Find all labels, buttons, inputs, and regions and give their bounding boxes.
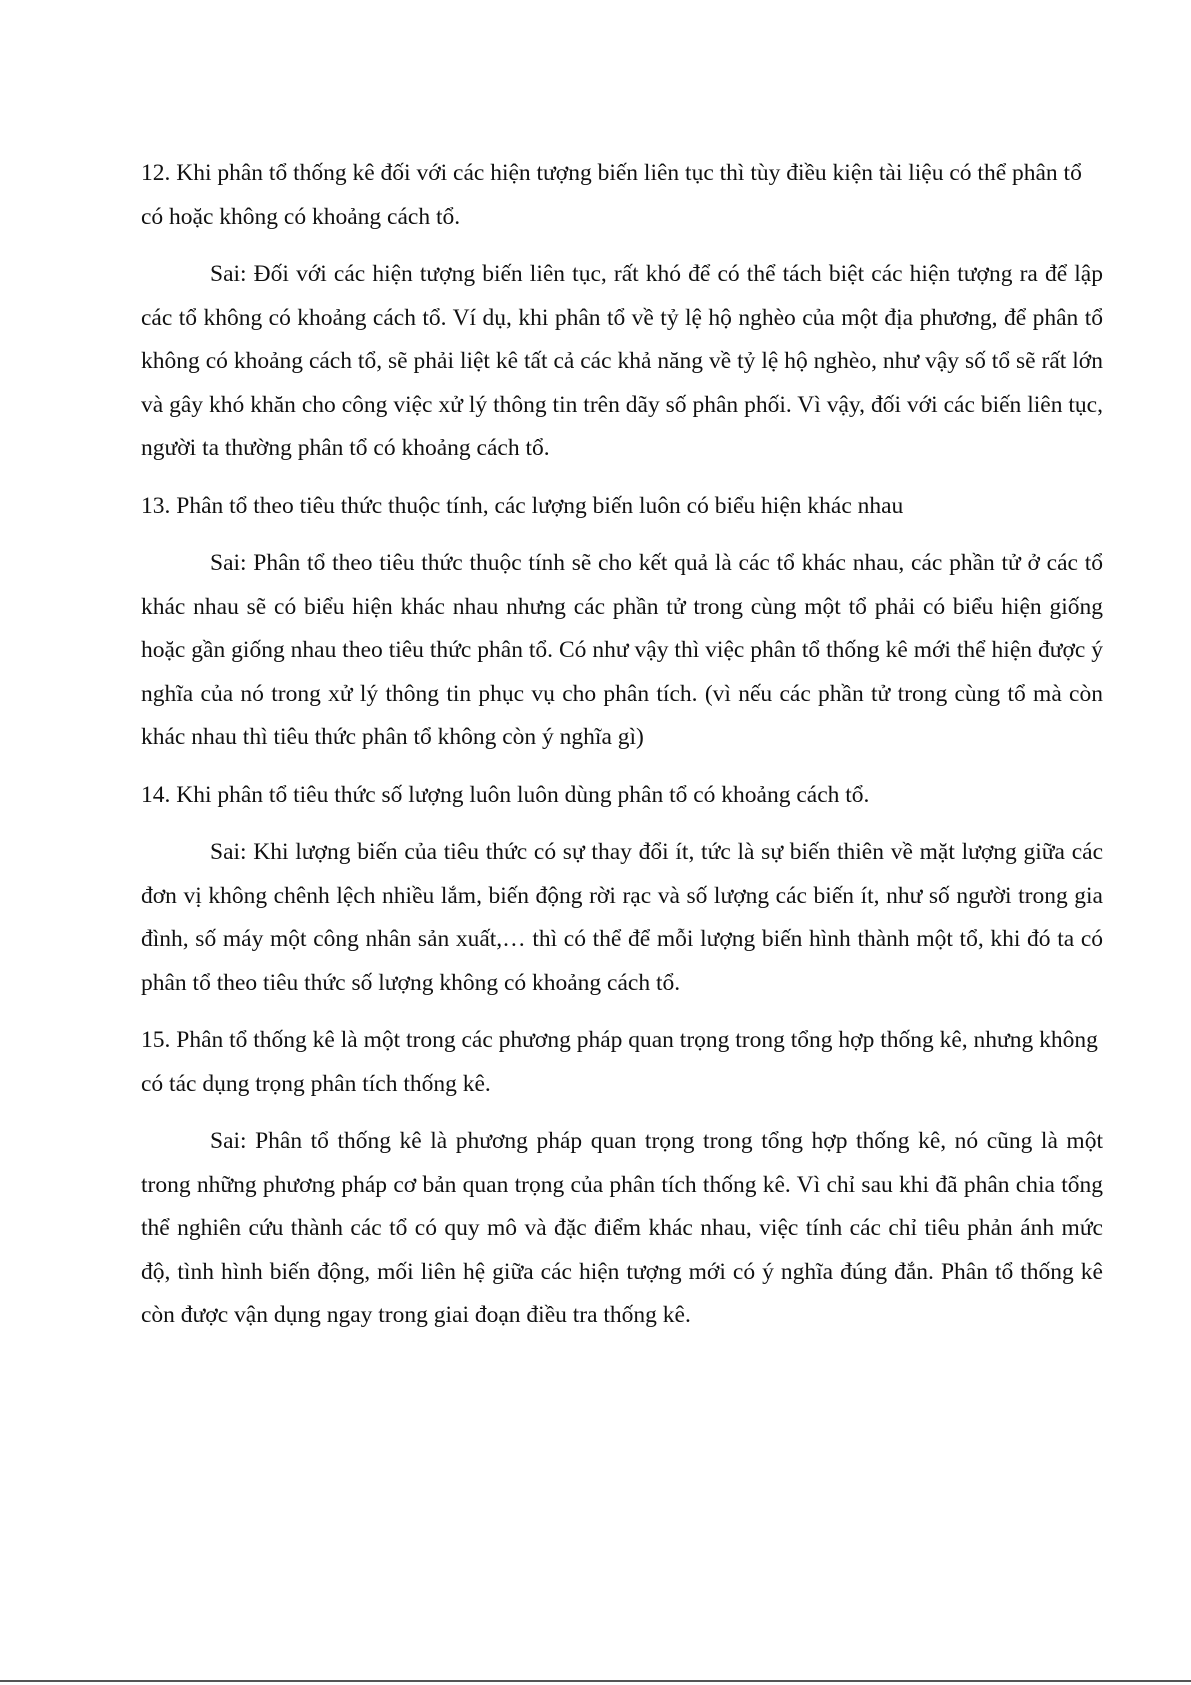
answer-13: Sai: Phân tổ theo tiêu thức thuộc tính sẽ cho kết quả là các tổ khác nhau, các phần tử ở các tổ khác nhau sẽ có biểu hiện khác nhau nhưng các phần tử trong cùng một tổ phải có biểu hiện giống hoặc gần giống nhau theo tiêu thức phân tổ. Có như vậy thì việc phân tổ thống kê mới thể hiện được ý nghĩa của nó trong xử lý thông tin phục vụ cho phân tích. (vì nếu các phần tử trong cùng tổ mà còn khác nhau thì tiêu thức phân tổ không còn ý nghĩa gì) bbox=[141, 550, 1103, 750]
page-bottom-divider bbox=[0, 1680, 1191, 1682]
answer-15: Sai: Phân tổ thống kê là phương pháp quan trọng trong tổng hợp thống kê, nó cũng là một trong những phương pháp cơ bản quan trọng của phân tích thống kê. Vì chỉ sau khi đã phân chia tổng thể nghiên cứu thành các tổ có quy mô và đặc điểm khác nhau, việc tính các chỉ tiêu phản ánh mức độ, tình hình biến động, mối liên hệ giữa các hiện tượng mới có ý nghĩa đúng đắn. Phân tổ thống kê còn được vận dụng ngay trong giai đoạn điều tra thống kê. bbox=[141, 1128, 1103, 1328]
question-15: 15. Phân tổ thống kê là một trong các phương pháp quan trọng trong tổng hợp thống kê, nhưng không có tác dụng trọng phân tích thống kê. bbox=[141, 1027, 1098, 1097]
answer-14: Sai: Khi lượng biến của tiêu thức có sự thay đổi ít, tức là sự biến thiên về mặt lượng giữa các đơn vị không chênh lệch nhiều lắm, biến động rời rạc và số lượng các biến ít, như số người trong gia đình, số máy một công nhân sản xuất,… thì có thể để mỗi lượng biến hình thành một tổ, khi đó ta có phân tổ theo tiêu thức số lượng không có khoảng cách tổ. bbox=[141, 839, 1103, 996]
question-14: 14. Khi phân tổ tiêu thức số lượng luôn luôn dùng phân tổ có khoảng cách tổ. bbox=[141, 781, 870, 808]
answer-12: Sai: Đối với các hiện tượng biến liên tục, rất khó để có thể tách biệt các hiện tượng ra để lập các tổ không có khoảng cách tổ. Ví dụ, khi phân tổ về tỷ lệ hộ nghèo của một địa phương, để phân tổ không có khoảng cách tổ, sẽ phải liệt kê tất cả các khả năng về tỷ lệ hộ nghèo, như vậy số tổ sẽ rất lớn và gây khó khăn cho công việc xử lý thông tin trên dãy số phân phối. Vì vậy, đối với các biến liên tục, người ta thường phân tổ có khoảng cách tổ. bbox=[141, 261, 1103, 461]
question-12: 12. Khi phân tổ thống kê đối với các hiện tượng biến liên tục thì tùy điều kiện tài liệu có thể phân tổ có hoặc không có khoảng cách tổ. bbox=[141, 160, 1082, 230]
question-13: 13. Phân tổ theo tiêu thức thuộc tính, các lượng biến luôn có biểu hiện khác nhau bbox=[141, 492, 904, 519]
document-page bbox=[141, 152, 1103, 1352]
